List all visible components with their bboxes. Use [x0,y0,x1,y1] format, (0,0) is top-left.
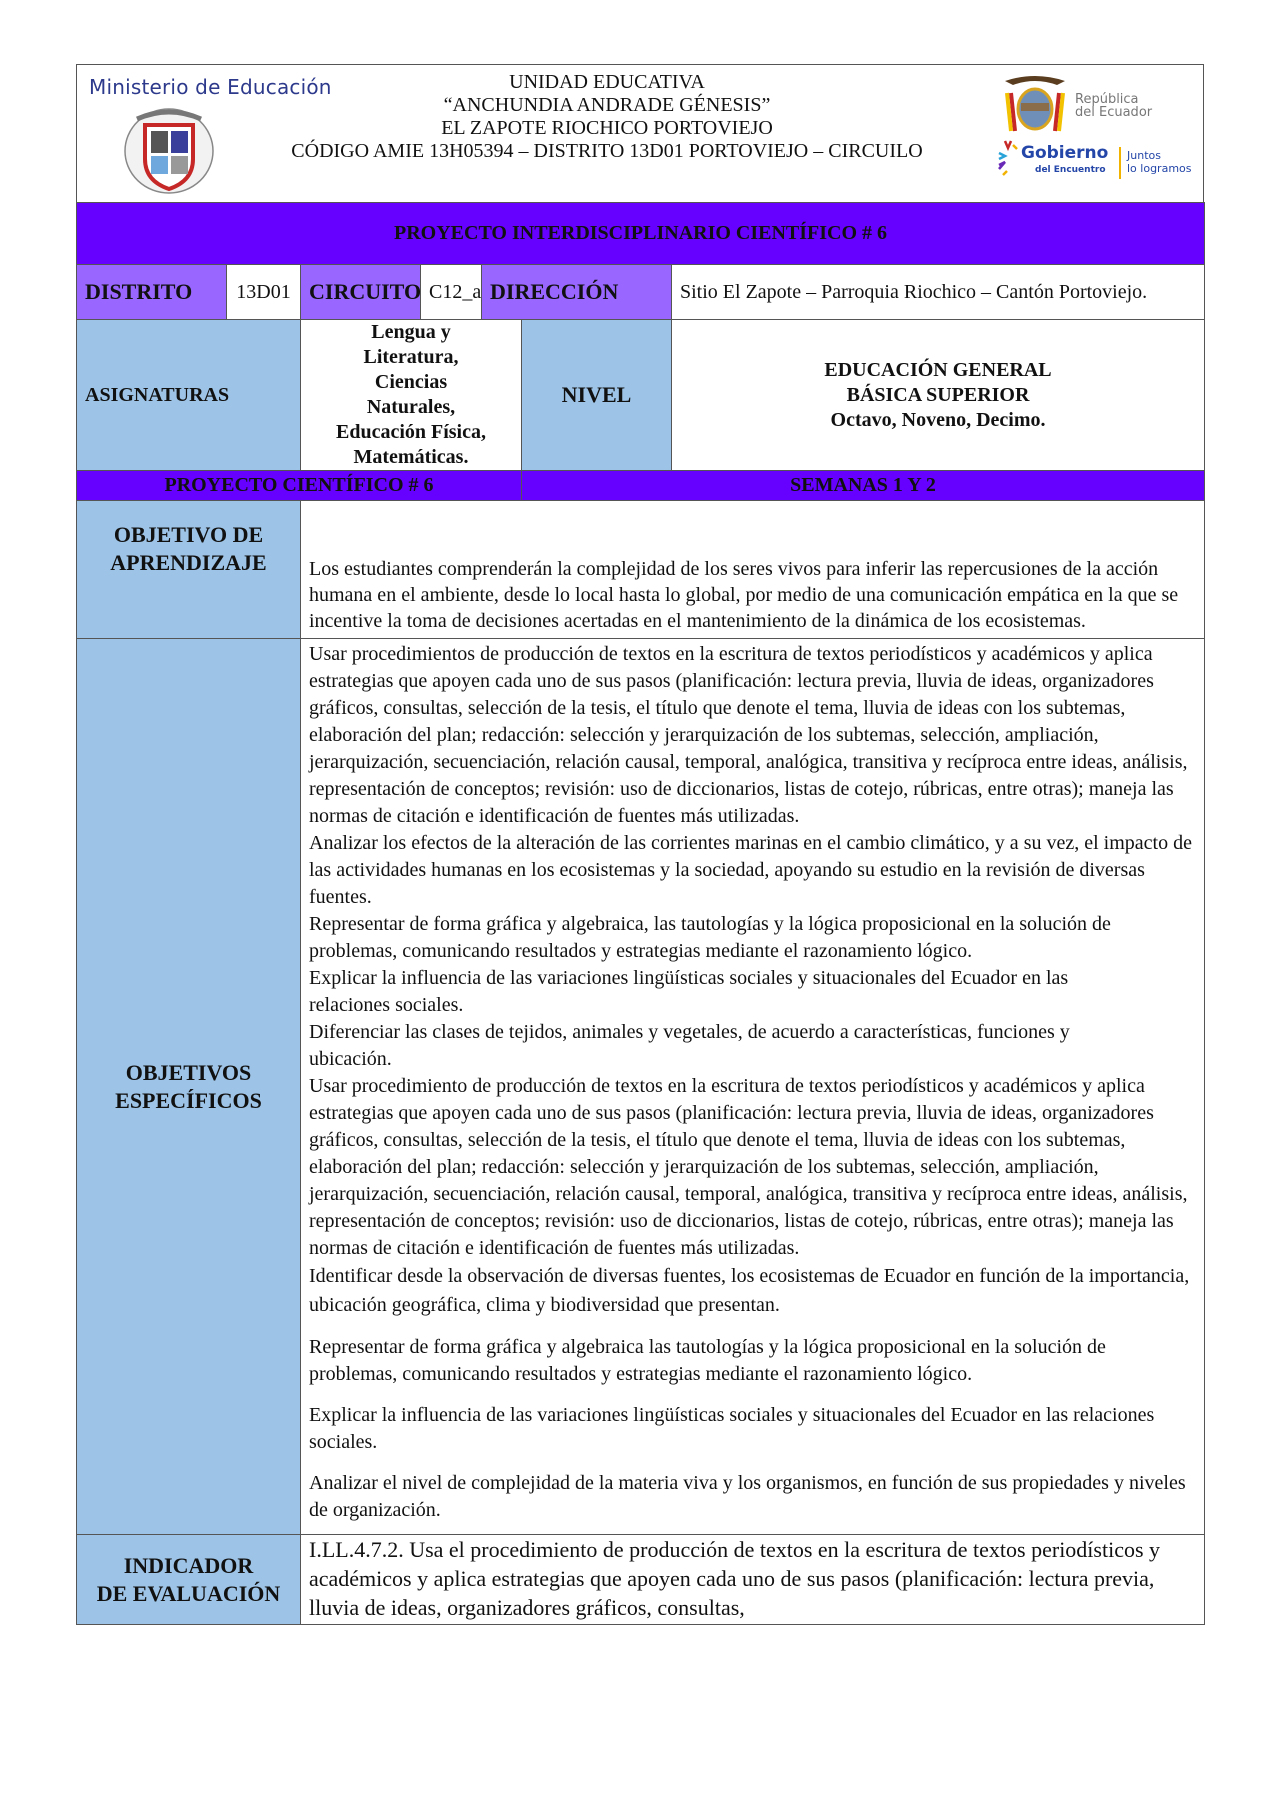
ministry-logo-text: Ministerio de Educación [89,75,332,99]
gobierno-separator [1119,147,1121,179]
gobierno-tagline [1127,149,1192,175]
school-line-2: “ANCHUNDIA ANDRADE GÉNESIS” [443,94,771,116]
weeks-bar: SEMANAS 1 Y 2 [522,471,1205,501]
objetivos-especificos-list [301,639,1205,1535]
gobierno-encuentro-logo [995,135,1205,185]
gobierno-chevrons-icon [995,139,1021,179]
nivel-line-3: Octavo, Noveno, Decimo. [830,408,1046,431]
project-table [76,202,1205,1625]
project-title-bar [77,203,1205,265]
objetivo-label-line-1: OBJETIVO DE [113,522,264,547]
objetivo-especifico-item: Analizar los efectos de la alteración de las corrientes marinas en el cambio climático, y a su vez, el impacto de las actividades humanas en los ecosistemas y la sociedad, apoyando su estudio en la revisión de diversas fuentes. [309,832,1192,908]
document-header [76,64,1204,202]
republica-ecuador-logo [997,73,1197,133]
objetivo-especifico-item: Representar de forma gráfica y algebraica las tautologías y la lógica proposicional en la solución de problemas, comunicando resultados y estrategias mediante el razonamiento lógico. [309,1336,1106,1385]
nivel-line-1: EDUCACIÓN GENERAL [824,358,1052,381]
asignaturas-label: ASIGNATURAS [77,320,301,471]
gobierno-sub: del Encuentro [1035,165,1106,175]
republica-text [1075,93,1152,119]
objetivo-aprendizaje-label [77,501,301,639]
school-crest-icon [123,107,215,195]
republica-line-1: República [1075,92,1139,107]
nivel-label: NIVEL [522,320,672,471]
objetivo-aprendizaje-text: Los estudiantes comprenderán la complejidad de los seres vivos para inferir las repercusiones de la acción humana en el ambiente, desde lo local hasta lo global, por medio de una comunicación empática en la que se incentive la toma de decisiones acertadas en el mantenimiento de la dinámica de los ecosistemas. [301,501,1205,639]
direccion-value: Sitio El Zapote – Parroquia Riochico – Cantón Portoviejo. [672,265,1205,320]
school-line-3: EL ZAPOTE RIOCHICO PORTOVIEJO [441,117,773,139]
school-line-1: UNIDAD EDUCATIVA [509,71,705,93]
objetivo-especifico-item: Explicar la influencia de las variaciones lingüísticas sociales y situacionales del Ecuador en las relaciones sociales. [309,967,1069,1016]
indicador-label [77,1535,301,1625]
objetivos-especificos-label [77,639,301,1535]
objetivo-especifico-item: Explicar la influencia de las variaciones lingüísticas sociales y situacionales del Ecuador en las relaciones sociales. [309,1404,1155,1453]
distrito-label: DISTRITO [77,265,227,320]
document-page [76,64,1204,1625]
objetivo-label-line-2: APRENDIZAJE [110,550,267,575]
indicador-label-line-2: DE EVALUACIÓN [96,1580,281,1606]
asignaturas-value: Lengua y Literatura, Ciencias Naturales, Educación Física, Matemáticas. [301,320,522,471]
republica-line-2: del Ecuador [1075,105,1153,120]
objetivo-especifico-item: Analizar el nivel de complejidad de la materia viva y los organismos, en función de sus propiedades y niveles de organización. [309,1472,1186,1521]
project-number-bar: PROYECTO CIENTÍFICO # 6 [77,471,522,501]
objetivo-especifico-item: Representar de forma gráfica y algebraica, las tautologías y la lógica proposicional en la solución de problemas, comunicando resultados y estrategias mediante el razonamiento lógico. [309,913,1111,962]
nivel-line-2: BÁSICA SUPERIOR [846,383,1030,406]
objetivo-especifico-item: Identificar desde la observación de diversas fuentes, los ecosistemas de Ecuador en función de la importancia, ubicación geográfica, clima y biodiversidad que presentan. [309,1265,1190,1316]
distrito-value: 13D01 [227,265,301,320]
objetivos-label-line-2: ESPECÍFICOS [115,1087,262,1113]
circuito-label: CIRCUITO [301,265,421,320]
objetivo-especifico-item: Diferenciar las clases de tejidos, animales y vegetales, de acuerdo a características, funciones y ubicación. [309,1021,1070,1070]
gobierno-word: Gobierno [1021,143,1109,163]
project-title: PROYECTO INTERDISCIPLINARIO CIENTÍFICO # 6 [394,222,888,244]
gobierno-tag-line-1: Juntos [1127,149,1161,162]
direccion-label: DIRECCIÓN [482,265,672,320]
school-info [227,71,987,163]
objetivos-label-line-1: OBJETIVOS [125,1059,252,1085]
objetivo-especifico-item: Usar procedimientos de producción de textos en la escritura de textos periodísticos y académicos y aplica estrategias que apoyen cada uno de sus pasos (planificación: lectura previa, lluvia de ideas, organizadores gráficos, consultas, selección de la tesis, el título que denote el tema, lluvia de ideas con los subtemas, elaboración del plan; redacción: selección y jerarquización de los subtemas, selección, ampliación, jerarquización, secuenciación, relación causal, temporal, analógica, transitiva y recíproca entre ideas, análisis, representación de conceptos; revisión: uso de diccionarios, listas de cotejo, rúbricas, entre otras); maneja las normas de citación e identificación de fuentes más utilizadas. [309,643,1188,827]
nivel-value [672,320,1205,471]
school-line-4: CÓDIGO AMIE 13H05394 – DISTRITO 13D01 PORTOVIEJO – CIRCUILO [291,140,923,162]
indicador-label-line-1: INDICADOR [123,1552,254,1578]
indicador-text: I.LL.4.7.2. Usa el procedimiento de producción de textos en la escritura de textos periodísticos y académicos y aplica estrategias que apoyen cada uno de sus pasos (planificación: lectura previa, lluvia de ideas, organizadores gráficos, consultas, [301,1535,1205,1625]
ecuador-coat-of-arms-icon [997,73,1073,135]
objetivo-especifico-item: Usar procedimiento de producción de textos en la escritura de textos periodísticos y académicos y aplica estrategias que apoyen cada uno de sus pasos (planificación: lectura previa, lluvia de ideas, organizadores gráficos, consultas, selección de la tesis, el título que denote el tema, lluvia de ideas con los subtemas, elaboración del plan; redacción: selección y jerarquización de los subtemas, selección, ampliación, jerarquización, secuenciación, relación causal, temporal, analógica, transitiva y recíproca entre ideas, análisis, representación de conceptos; revisión: uso de diccionarios, listas de cotejo, rúbricas, entre otras); maneja las normas de citación e identificación de fuentes más utilizadas. [309,1075,1188,1259]
gobierno-tag-line-2: lo logramos [1127,162,1192,175]
circuito-value: C12_a [421,265,482,320]
